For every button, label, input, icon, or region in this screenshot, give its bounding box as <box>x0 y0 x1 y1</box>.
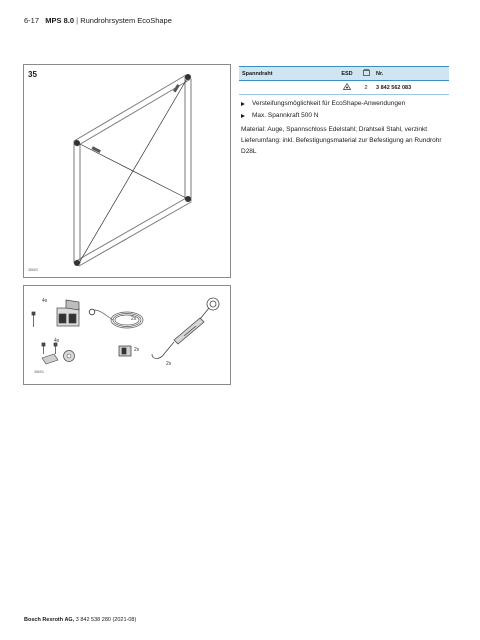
figure-frame-assembly <box>23 64 231 278</box>
package-icon <box>359 67 373 81</box>
header-esd: ESD <box>335 67 359 81</box>
material-text: Material: Auge, Spannschloss Edelstahl; Drahtseil Stahl, verzinkt <box>241 126 428 133</box>
bullet-arrow-icon <box>241 102 245 106</box>
figure-code: 38653 <box>28 268 38 272</box>
page-number: 6-17 <box>24 16 40 25</box>
description <box>241 124 453 157</box>
section-title: Rundrohrsystem EcoShape <box>80 16 172 25</box>
feature-list <box>241 98 405 122</box>
order-table <box>239 66 449 95</box>
parts-illustration <box>24 286 230 384</box>
quantity-label: 2x <box>134 347 140 353</box>
table-header <box>239 67 449 81</box>
footer-document-number: 3 842 538 280 (2021-08) <box>75 617 137 623</box>
footer-brand: Bosch Rexroth AG, <box>24 617 75 623</box>
frame-illustration <box>24 65 230 277</box>
scope-text: Lieferumfang: inkl. Befestigungsmaterial zur Befestigung an Rundrohr D28L <box>241 137 442 155</box>
product-name: MPS 8.0 <box>45 16 75 25</box>
quantity-label: 4x <box>54 338 60 344</box>
header-product: Spanndraht <box>239 67 335 81</box>
screws-part <box>32 312 60 354</box>
figure-number: 35 <box>28 70 37 79</box>
esd-warning-icon <box>335 81 359 95</box>
part-number: 3 842 562 083 <box>373 81 449 95</box>
clip-part <box>119 346 131 356</box>
figure-parts <box>23 285 231 385</box>
table-row <box>239 81 449 95</box>
quantity-cell: 2 <box>359 81 373 95</box>
figure-code: 38654 <box>34 370 44 374</box>
header-number: Nr. <box>373 67 449 81</box>
page-header <box>24 16 172 25</box>
page-footer <box>24 617 136 623</box>
bullet-arrow-icon <box>241 114 245 118</box>
list-item: Max. Spannkraft 500 N <box>241 110 405 122</box>
list-item: Versteifungsmöglichkeit für EcoShape-Anwendungen <box>241 98 405 110</box>
clamp-bracket-part <box>57 300 79 326</box>
quantity-label: 2x <box>166 361 172 367</box>
quantity-label: 4x <box>42 298 48 304</box>
quantity-label: 2x <box>131 316 137 322</box>
header-separator: | <box>76 16 79 25</box>
turnbuckle-part <box>152 298 219 359</box>
